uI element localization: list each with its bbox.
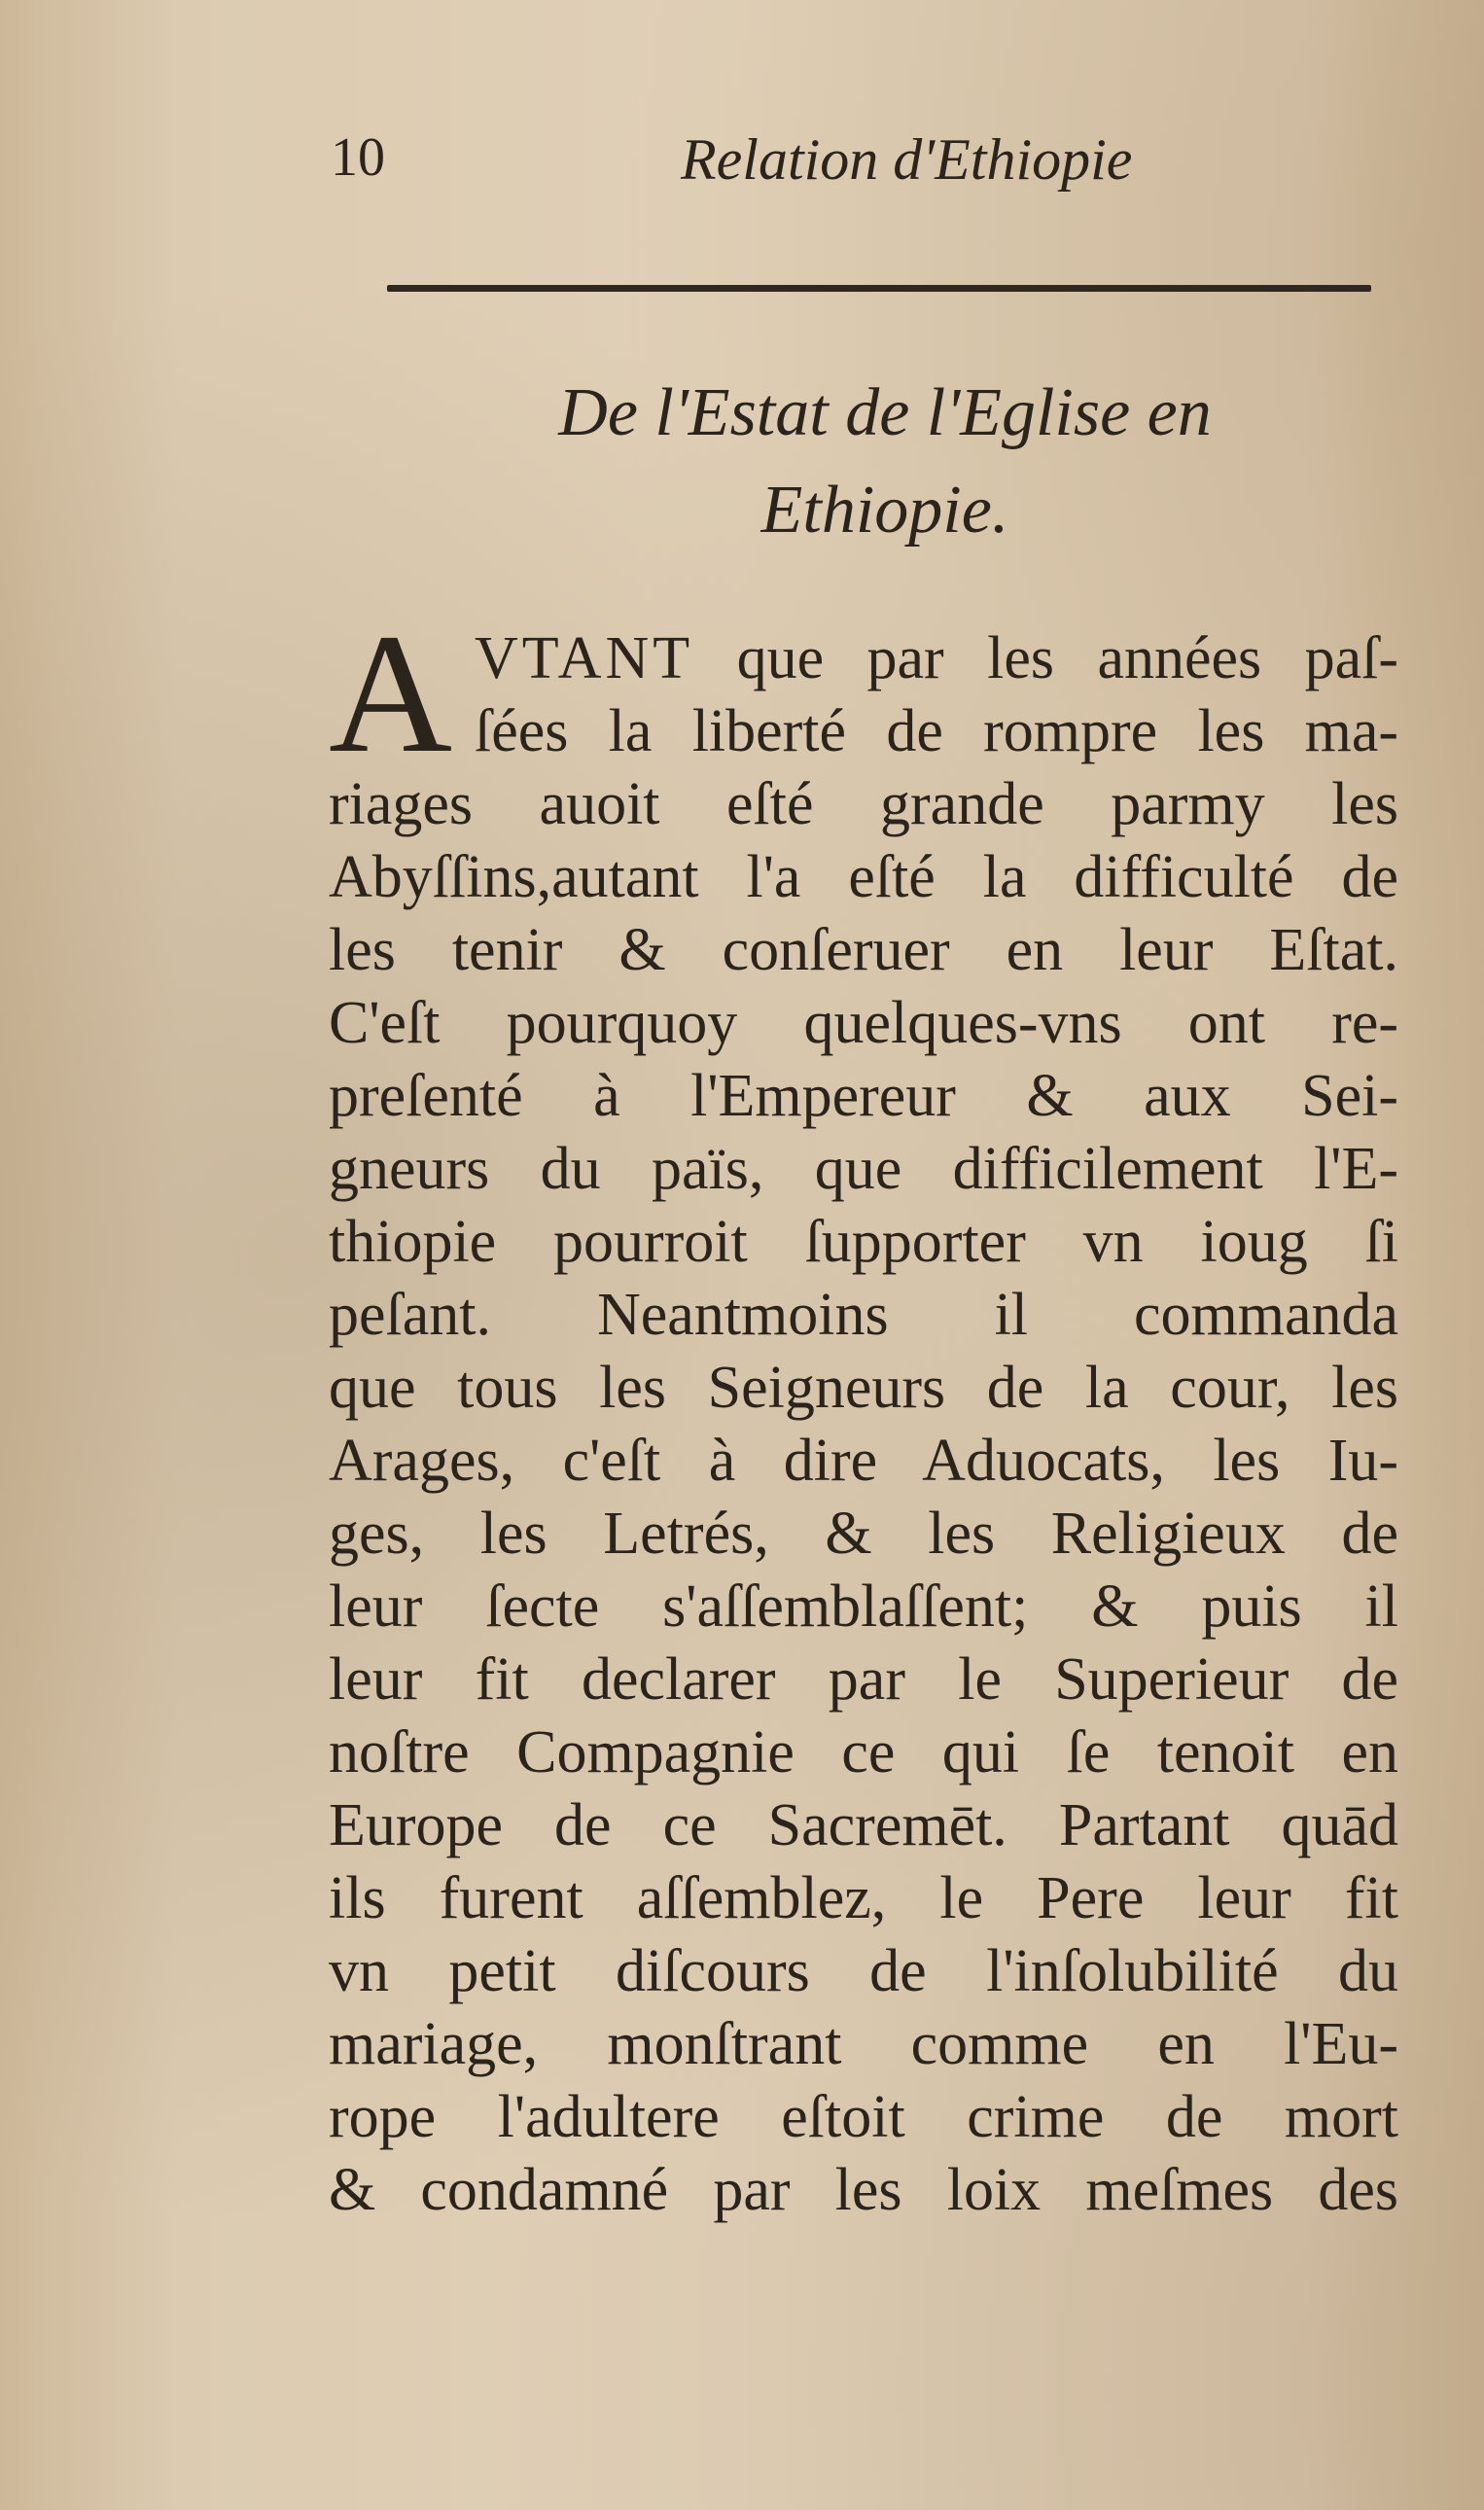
text-line: thiopie pourroit ſupporter vn ioug ſi	[329, 1209, 1398, 1275]
drop-cap: A	[329, 599, 453, 789]
text-line: noſtre Compagnie ce qui ſe tenoit en	[329, 1719, 1398, 1785]
text-line: Arages, c'eſt à dire Aduocats, les Iu-	[329, 1428, 1398, 1494]
text-line: Europe de ce Sacremēt. Partant quād	[329, 1792, 1398, 1858]
page-number: 10	[331, 127, 385, 188]
text-line: les tenir & conſeruer en leur Eſtat.	[329, 917, 1398, 983]
body-text	[329, 599, 1398, 2227]
text-line: vn petit diſcours de l'inſolubilité du	[329, 1938, 1398, 2004]
running-head	[331, 126, 1361, 204]
text-line: riages auoit eſté grande parmy les	[329, 771, 1398, 837]
text-line: rope l'adultere eſtoit crime de mort	[329, 2084, 1398, 2150]
text-line: leur ſecte s'aſſemblaſſent; & puis il	[329, 1573, 1398, 1640]
header-rule	[387, 285, 1371, 292]
text-line: gneurs du païs, que difficilement l'E-	[329, 1136, 1398, 1202]
text-line: Abyſſins,autant l'a eſté la difficulté de	[329, 844, 1398, 910]
text-line: mariage, monſtrant comme en l'Eu-	[329, 2011, 1398, 2077]
running-title: Relation d'Ethiopie	[681, 127, 1133, 192]
text-line: leur fit declarer par le Superieur de	[329, 1646, 1398, 1713]
section-heading-line-2: Ethiopie.	[760, 473, 1009, 548]
text-line	[329, 622, 1398, 695]
text-line: ges, les Letrés, & les Religieux de	[329, 1501, 1398, 1567]
text-line: ſées la liberté de rompre les ma-	[475, 698, 1398, 764]
text-line: peſant. Neantmoins il commanda	[329, 1282, 1398, 1348]
text-line: & condamné par les loix meſmes des	[329, 2157, 1398, 2223]
text-line: que tous les Seigneurs de la cour, les	[329, 1355, 1398, 1421]
text-line: ils furent aſſemblez, le Pere leur fit	[329, 1865, 1398, 1931]
section-heading-line-1: De l'Estat de l'Eglise en	[558, 375, 1212, 450]
text-line: preſenté à l'Empereur & aux Sei-	[329, 1063, 1398, 1129]
section-heading	[418, 365, 1352, 559]
text-line-content: que par les années paſ-	[736, 625, 1398, 691]
first-word: VTANT	[475, 625, 694, 691]
text-line: C'eſt pourquoy quelques-vns ont re-	[329, 990, 1398, 1056]
